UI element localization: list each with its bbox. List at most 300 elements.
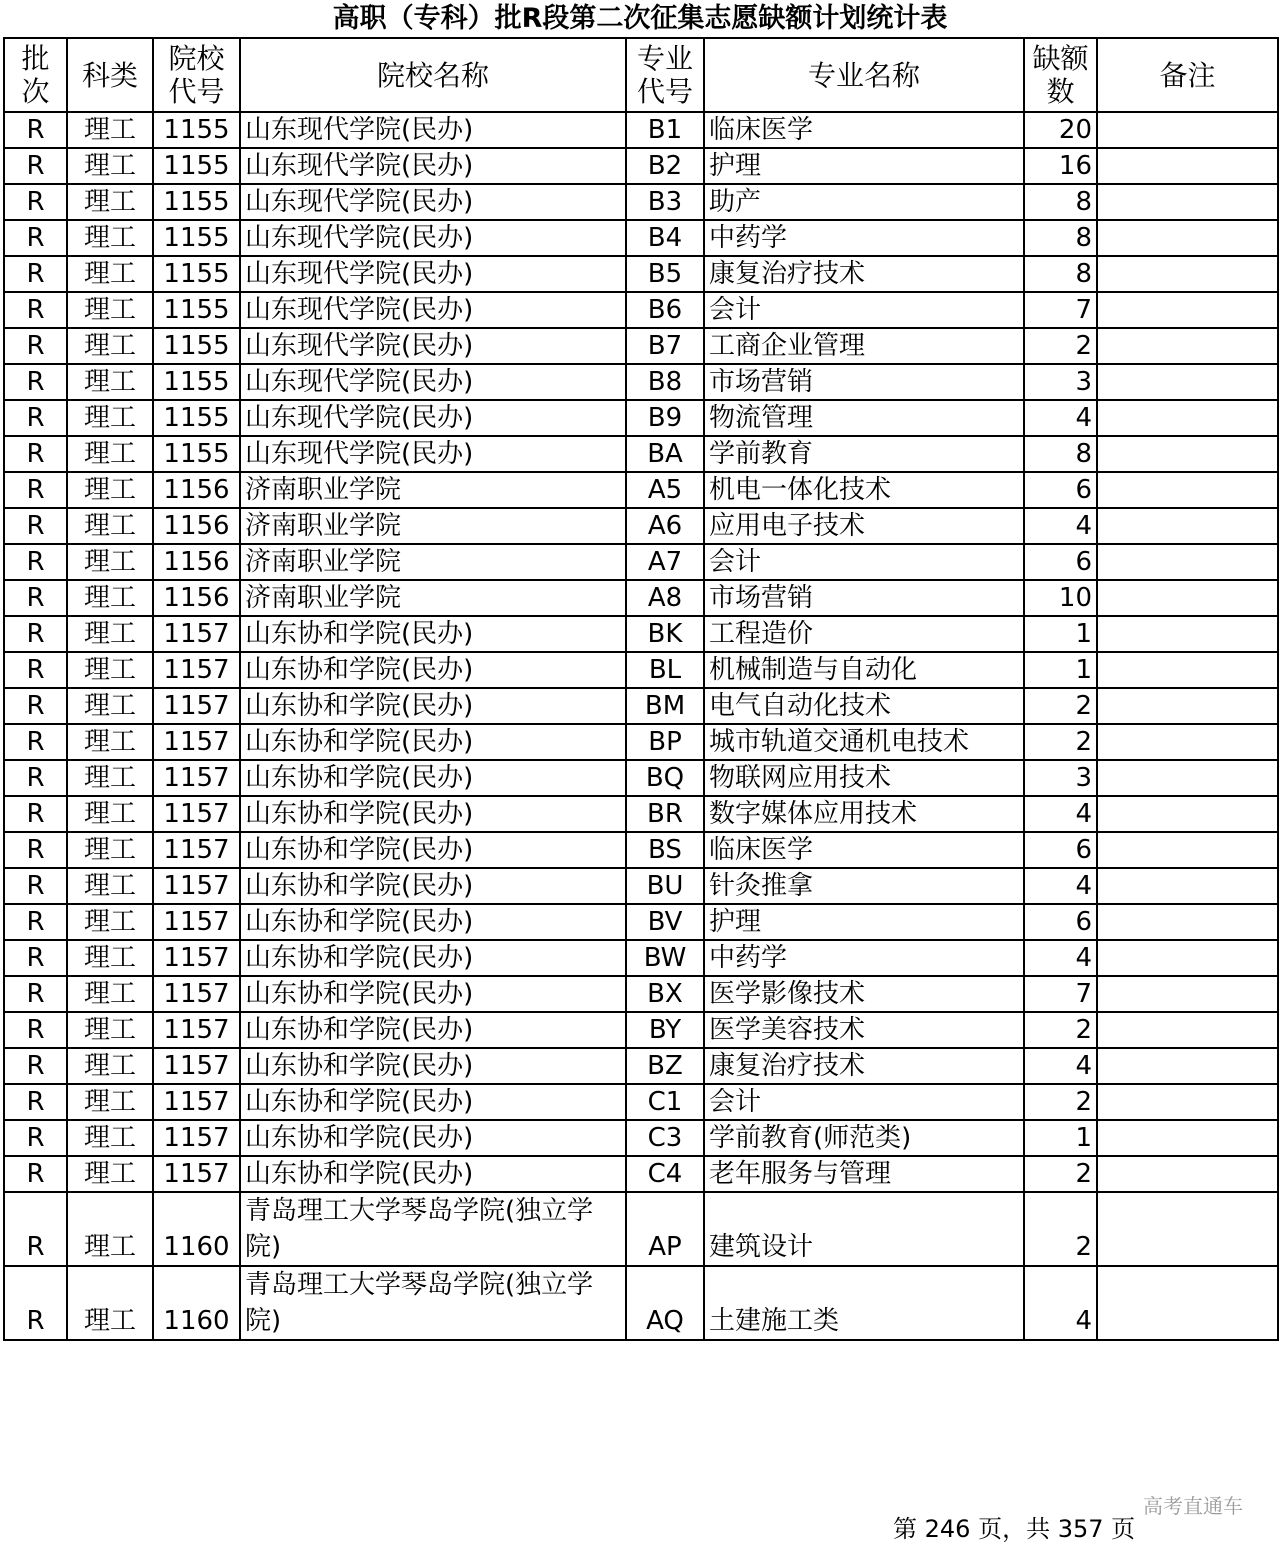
cell-category: 理工 [67, 292, 153, 328]
cell-major-name: 康复治疗技术 [704, 1048, 1024, 1084]
cell-school-code: 1157 [153, 1012, 240, 1048]
cell-batch: R [4, 688, 67, 724]
table-row [4, 472, 1278, 508]
cell-major-name: 建筑设计 [704, 1192, 1024, 1266]
cell-vacancy: 2 [1024, 1012, 1097, 1048]
cell-major-code: A6 [626, 508, 704, 544]
cell-category: 理工 [67, 544, 153, 580]
cell-remark [1097, 1120, 1278, 1156]
cell-remark [1097, 1012, 1278, 1048]
cell-remark [1097, 292, 1278, 328]
cell-remark [1097, 724, 1278, 760]
header-zymc: 专业名称 [704, 38, 1024, 112]
cell-vacancy: 2 [1024, 328, 1097, 364]
cell-remark [1097, 256, 1278, 292]
cell-batch: R [4, 760, 67, 796]
cell-school-code: 1157 [153, 1156, 240, 1192]
cell-school-code: 1155 [153, 400, 240, 436]
cell-school-name: 山东协和学院(民办) [240, 760, 626, 796]
cell-major-code: BW [626, 940, 704, 976]
cell-category: 理工 [67, 688, 153, 724]
cell-vacancy: 4 [1024, 1048, 1097, 1084]
table-row [4, 184, 1278, 220]
cell-major-name: 临床医学 [704, 112, 1024, 148]
cell-major-name: 市场营销 [704, 580, 1024, 616]
cell-major-code: B8 [626, 364, 704, 400]
cell-category: 理工 [67, 904, 153, 940]
table-row [4, 1048, 1278, 1084]
cell-school-name: 山东协和学院(民办) [240, 1012, 626, 1048]
cell-category: 理工 [67, 760, 153, 796]
table-row [4, 760, 1278, 796]
cell-school-name: 济南职业学院 [240, 508, 626, 544]
cell-remark [1097, 796, 1278, 832]
cell-school-name: 济南职业学院 [240, 580, 626, 616]
cell-vacancy: 6 [1024, 472, 1097, 508]
cell-remark [1097, 868, 1278, 904]
cell-school-code: 1156 [153, 580, 240, 616]
cell-remark [1097, 364, 1278, 400]
cell-vacancy: 20 [1024, 112, 1097, 148]
cell-major-code: C1 [626, 1084, 704, 1120]
table-row [4, 616, 1278, 652]
cell-school-name: 济南职业学院 [240, 472, 626, 508]
cell-school-code: 1155 [153, 184, 240, 220]
cell-vacancy: 2 [1024, 688, 1097, 724]
cell-vacancy: 7 [1024, 292, 1097, 328]
cell-major-code: A5 [626, 472, 704, 508]
cell-batch: R [4, 832, 67, 868]
cell-major-name: 工程造价 [704, 616, 1024, 652]
cell-category: 理工 [67, 724, 153, 760]
cell-school-name: 山东协和学院(民办) [240, 904, 626, 940]
cell-major-name: 机电一体化技术 [704, 472, 1024, 508]
table-row [4, 400, 1278, 436]
cell-batch: R [4, 1084, 67, 1120]
cell-batch: R [4, 904, 67, 940]
cell-major-name: 土建施工类 [704, 1266, 1024, 1340]
cell-school-name: 山东协和学院(民办) [240, 688, 626, 724]
cell-batch: R [4, 1266, 67, 1340]
cell-category: 理工 [67, 184, 153, 220]
cell-vacancy: 4 [1024, 940, 1097, 976]
cell-remark [1097, 1266, 1278, 1340]
cell-major-code: BA [626, 436, 704, 472]
cell-category: 理工 [67, 796, 153, 832]
cell-category: 理工 [67, 976, 153, 1012]
table-row [4, 832, 1278, 868]
cell-remark [1097, 1192, 1278, 1266]
table-row [4, 328, 1278, 364]
cell-school-code: 1155 [153, 364, 240, 400]
cell-school-name: 山东协和学院(民办) [240, 832, 626, 868]
cell-major-code: BS [626, 832, 704, 868]
cell-school-code: 1157 [153, 940, 240, 976]
table-row [4, 868, 1278, 904]
cell-vacancy: 3 [1024, 364, 1097, 400]
cell-category: 理工 [67, 508, 153, 544]
cell-major-name: 护理 [704, 148, 1024, 184]
cell-school-code: 1157 [153, 652, 240, 688]
cell-vacancy: 1 [1024, 652, 1097, 688]
header-qes: 缺额数 [1024, 38, 1097, 112]
table-row [4, 256, 1278, 292]
cell-remark [1097, 976, 1278, 1012]
table-row [4, 220, 1278, 256]
cell-batch: R [4, 544, 67, 580]
table-row [4, 904, 1278, 940]
cell-vacancy: 1 [1024, 1120, 1097, 1156]
cell-school-code: 1157 [153, 616, 240, 652]
cell-vacancy: 4 [1024, 868, 1097, 904]
cell-remark [1097, 688, 1278, 724]
header-beizhu: 备注 [1097, 38, 1278, 112]
cell-major-name: 护理 [704, 904, 1024, 940]
cell-batch: R [4, 184, 67, 220]
cell-vacancy: 4 [1024, 400, 1097, 436]
cell-major-code: B7 [626, 328, 704, 364]
cell-major-code: BV [626, 904, 704, 940]
cell-vacancy: 8 [1024, 436, 1097, 472]
header-yxdm: 院校代号 [153, 38, 240, 112]
cell-school-name: 青岛理工大学琴岛学院(独立学院) [240, 1266, 626, 1340]
cell-vacancy: 1 [1024, 616, 1097, 652]
cell-school-code: 1157 [153, 760, 240, 796]
cell-remark [1097, 436, 1278, 472]
table-row [4, 580, 1278, 616]
cell-major-code: BR [626, 796, 704, 832]
cell-major-code: BU [626, 868, 704, 904]
cell-major-name: 中药学 [704, 220, 1024, 256]
cell-school-name: 山东现代学院(民办) [240, 400, 626, 436]
cell-school-name: 山东现代学院(民办) [240, 256, 626, 292]
cell-school-code: 1155 [153, 148, 240, 184]
table-row [4, 544, 1278, 580]
cell-school-code: 1157 [153, 688, 240, 724]
cell-major-name: 医学影像技术 [704, 976, 1024, 1012]
cell-major-code: B9 [626, 400, 704, 436]
cell-vacancy: 4 [1024, 1266, 1097, 1340]
cell-school-name: 山东现代学院(民办) [240, 112, 626, 148]
cell-major-code: A7 [626, 544, 704, 580]
cell-category: 理工 [67, 1048, 153, 1084]
cell-remark [1097, 760, 1278, 796]
cell-major-code: B5 [626, 256, 704, 292]
cell-remark [1097, 940, 1278, 976]
cell-school-code: 1157 [153, 1120, 240, 1156]
quota-table [3, 37, 1279, 1341]
cell-batch: R [4, 724, 67, 760]
cell-school-code: 1156 [153, 544, 240, 580]
cell-school-code: 1157 [153, 832, 240, 868]
table-row [4, 1012, 1278, 1048]
cell-major-code: BK [626, 616, 704, 652]
cell-vacancy: 2 [1024, 1156, 1097, 1192]
cell-school-code: 1157 [153, 904, 240, 940]
cell-category: 理工 [67, 400, 153, 436]
cell-remark [1097, 1048, 1278, 1084]
cell-school-code: 1156 [153, 472, 240, 508]
cell-major-code: BZ [626, 1048, 704, 1084]
cell-category: 理工 [67, 1120, 153, 1156]
cell-school-name: 济南职业学院 [240, 544, 626, 580]
cell-remark [1097, 148, 1278, 184]
cell-major-name: 物联网应用技术 [704, 760, 1024, 796]
cell-major-code: BL [626, 652, 704, 688]
cell-category: 理工 [67, 364, 153, 400]
cell-school-name: 山东协和学院(民办) [240, 1156, 626, 1192]
cell-major-code: C4 [626, 1156, 704, 1192]
cell-category: 理工 [67, 436, 153, 472]
table-row [4, 796, 1278, 832]
cell-major-code: BX [626, 976, 704, 1012]
cell-school-name: 青岛理工大学琴岛学院(独立学院) [240, 1192, 626, 1266]
cell-major-name: 电气自动化技术 [704, 688, 1024, 724]
cell-major-code: BY [626, 1012, 704, 1048]
cell-school-name: 山东现代学院(民办) [240, 292, 626, 328]
cell-major-code: B6 [626, 292, 704, 328]
cell-school-code: 1155 [153, 292, 240, 328]
header-row [4, 38, 1278, 112]
cell-school-name: 山东协和学院(民办) [240, 1120, 626, 1156]
cell-batch: R [4, 328, 67, 364]
cell-major-name: 市场营销 [704, 364, 1024, 400]
cell-batch: R [4, 436, 67, 472]
cell-school-code: 1157 [153, 1048, 240, 1084]
cell-school-code: 1157 [153, 1084, 240, 1120]
table-row [4, 688, 1278, 724]
cell-major-name: 针灸推拿 [704, 868, 1024, 904]
cell-school-name: 山东协和学院(民办) [240, 652, 626, 688]
table-row [4, 976, 1278, 1012]
table-row [4, 292, 1278, 328]
cell-school-name: 山东协和学院(民办) [240, 868, 626, 904]
cell-vacancy: 8 [1024, 220, 1097, 256]
cell-school-name: 山东现代学院(民办) [240, 184, 626, 220]
cell-vacancy: 2 [1024, 724, 1097, 760]
table-row [4, 652, 1278, 688]
cell-batch: R [4, 1120, 67, 1156]
cell-school-name: 山东现代学院(民办) [240, 436, 626, 472]
cell-vacancy: 8 [1024, 184, 1097, 220]
cell-major-code: B4 [626, 220, 704, 256]
cell-vacancy: 4 [1024, 508, 1097, 544]
cell-school-name: 山东现代学院(民办) [240, 364, 626, 400]
table-row [4, 1156, 1278, 1192]
cell-major-name: 临床医学 [704, 832, 1024, 868]
cell-category: 理工 [67, 580, 153, 616]
cell-school-code: 1155 [153, 112, 240, 148]
cell-vacancy: 2 [1024, 1084, 1097, 1120]
cell-school-code: 1155 [153, 220, 240, 256]
cell-major-code: BM [626, 688, 704, 724]
cell-batch: R [4, 1012, 67, 1048]
cell-batch: R [4, 1192, 67, 1266]
cell-school-code: 1157 [153, 976, 240, 1012]
cell-school-name: 山东现代学院(民办) [240, 220, 626, 256]
cell-major-name: 助产 [704, 184, 1024, 220]
cell-batch: R [4, 580, 67, 616]
cell-batch: R [4, 256, 67, 292]
cell-category: 理工 [67, 1084, 153, 1120]
cell-school-code: 1155 [153, 328, 240, 364]
cell-major-name: 工商企业管理 [704, 328, 1024, 364]
table-body [4, 112, 1278, 1340]
cell-major-name: 医学美容技术 [704, 1012, 1024, 1048]
cell-batch: R [4, 220, 67, 256]
cell-school-name: 山东协和学院(民办) [240, 616, 626, 652]
cell-major-name: 机械制造与自动化 [704, 652, 1024, 688]
page-footer: 第 246 页，共 357 页 [893, 1515, 1136, 1543]
header-kelei: 科类 [67, 38, 153, 112]
cell-remark [1097, 508, 1278, 544]
cell-batch: R [4, 472, 67, 508]
cell-school-name: 山东现代学院(民办) [240, 328, 626, 364]
cell-school-name: 山东协和学院(民办) [240, 940, 626, 976]
cell-school-name: 山东协和学院(民办) [240, 724, 626, 760]
cell-remark [1097, 184, 1278, 220]
cell-major-name: 老年服务与管理 [704, 1156, 1024, 1192]
cell-category: 理工 [67, 616, 153, 652]
cell-school-name: 山东协和学院(民办) [240, 796, 626, 832]
cell-school-name: 山东现代学院(民办) [240, 148, 626, 184]
table-row [4, 1084, 1278, 1120]
table-row [4, 364, 1278, 400]
table-row [4, 1266, 1278, 1340]
cell-major-name: 会计 [704, 292, 1024, 328]
cell-remark [1097, 652, 1278, 688]
cell-remark [1097, 832, 1278, 868]
cell-major-code: B1 [626, 112, 704, 148]
cell-batch: R [4, 1156, 67, 1192]
cell-major-name: 应用电子技术 [704, 508, 1024, 544]
cell-vacancy: 4 [1024, 796, 1097, 832]
cell-batch: R [4, 400, 67, 436]
cell-category: 理工 [67, 832, 153, 868]
cell-remark [1097, 1084, 1278, 1120]
cell-vacancy: 6 [1024, 904, 1097, 940]
header-zydm: 专业代号 [626, 38, 704, 112]
table-row [4, 148, 1278, 184]
cell-vacancy: 16 [1024, 148, 1097, 184]
cell-batch: R [4, 364, 67, 400]
cell-category: 理工 [67, 1156, 153, 1192]
cell-category: 理工 [67, 868, 153, 904]
cell-major-name: 会计 [704, 544, 1024, 580]
cell-vacancy: 7 [1024, 976, 1097, 1012]
cell-batch: R [4, 652, 67, 688]
cell-vacancy: 3 [1024, 760, 1097, 796]
cell-school-code: 1157 [153, 796, 240, 832]
cell-batch: R [4, 112, 67, 148]
cell-school-name: 山东协和学院(民办) [240, 1084, 626, 1120]
cell-major-name: 会计 [704, 1084, 1024, 1120]
header-pici: 批次 [4, 38, 67, 112]
cell-major-name: 数字媒体应用技术 [704, 796, 1024, 832]
cell-school-code: 1157 [153, 868, 240, 904]
cell-major-code: A8 [626, 580, 704, 616]
cell-school-code: 1155 [153, 256, 240, 292]
cell-category: 理工 [67, 148, 153, 184]
cell-school-code: 1160 [153, 1266, 240, 1340]
cell-category: 理工 [67, 220, 153, 256]
cell-remark [1097, 112, 1278, 148]
cell-major-name: 康复治疗技术 [704, 256, 1024, 292]
table-row [4, 724, 1278, 760]
cell-vacancy: 6 [1024, 544, 1097, 580]
table-row [4, 508, 1278, 544]
cell-category: 理工 [67, 652, 153, 688]
cell-major-name: 物流管理 [704, 400, 1024, 436]
cell-remark [1097, 1156, 1278, 1192]
cell-school-code: 1157 [153, 724, 240, 760]
cell-category: 理工 [67, 1192, 153, 1266]
cell-batch: R [4, 976, 67, 1012]
cell-remark [1097, 580, 1278, 616]
cell-category: 理工 [67, 328, 153, 364]
cell-major-name: 城市轨道交通机电技术 [704, 724, 1024, 760]
cell-remark [1097, 400, 1278, 436]
cell-vacancy: 6 [1024, 832, 1097, 868]
watermark-text: 高考直通车 [1143, 1494, 1243, 1518]
cell-category: 理工 [67, 940, 153, 976]
page-title: 高职（专科）批R段第二次征集志愿缺额计划统计表 [332, 3, 948, 34]
cell-batch: R [4, 616, 67, 652]
cell-school-name: 山东协和学院(民办) [240, 976, 626, 1012]
cell-category: 理工 [67, 1266, 153, 1340]
table-row [4, 1120, 1278, 1156]
cell-major-code: AP [626, 1192, 704, 1266]
cell-remark [1097, 616, 1278, 652]
cell-vacancy: 10 [1024, 580, 1097, 616]
cell-remark [1097, 328, 1278, 364]
cell-batch: R [4, 940, 67, 976]
cell-batch: R [4, 868, 67, 904]
header-yxmc: 院校名称 [240, 38, 626, 112]
cell-school-code: 1160 [153, 1192, 240, 1266]
cell-major-code: BP [626, 724, 704, 760]
table-row [4, 112, 1278, 148]
table-row [4, 940, 1278, 976]
cell-school-code: 1155 [153, 436, 240, 472]
cell-major-code: BQ [626, 760, 704, 796]
cell-category: 理工 [67, 112, 153, 148]
cell-remark [1097, 544, 1278, 580]
cell-remark [1097, 904, 1278, 940]
cell-major-name: 学前教育(师范类) [704, 1120, 1024, 1156]
cell-remark [1097, 220, 1278, 256]
cell-major-name: 学前教育 [704, 436, 1024, 472]
cell-remark [1097, 472, 1278, 508]
cell-major-code: B3 [626, 184, 704, 220]
cell-batch: R [4, 1048, 67, 1084]
cell-batch: R [4, 508, 67, 544]
table-row [4, 1192, 1278, 1266]
cell-major-code: AQ [626, 1266, 704, 1340]
cell-batch: R [4, 148, 67, 184]
cell-major-code: C3 [626, 1120, 704, 1156]
cell-school-code: 1156 [153, 508, 240, 544]
cell-category: 理工 [67, 1012, 153, 1048]
cell-batch: R [4, 796, 67, 832]
cell-school-name: 山东协和学院(民办) [240, 1048, 626, 1084]
cell-batch: R [4, 292, 67, 328]
cell-category: 理工 [67, 256, 153, 292]
cell-vacancy: 2 [1024, 1192, 1097, 1266]
cell-major-code: B2 [626, 148, 704, 184]
cell-major-name: 中药学 [704, 940, 1024, 976]
cell-vacancy: 8 [1024, 256, 1097, 292]
